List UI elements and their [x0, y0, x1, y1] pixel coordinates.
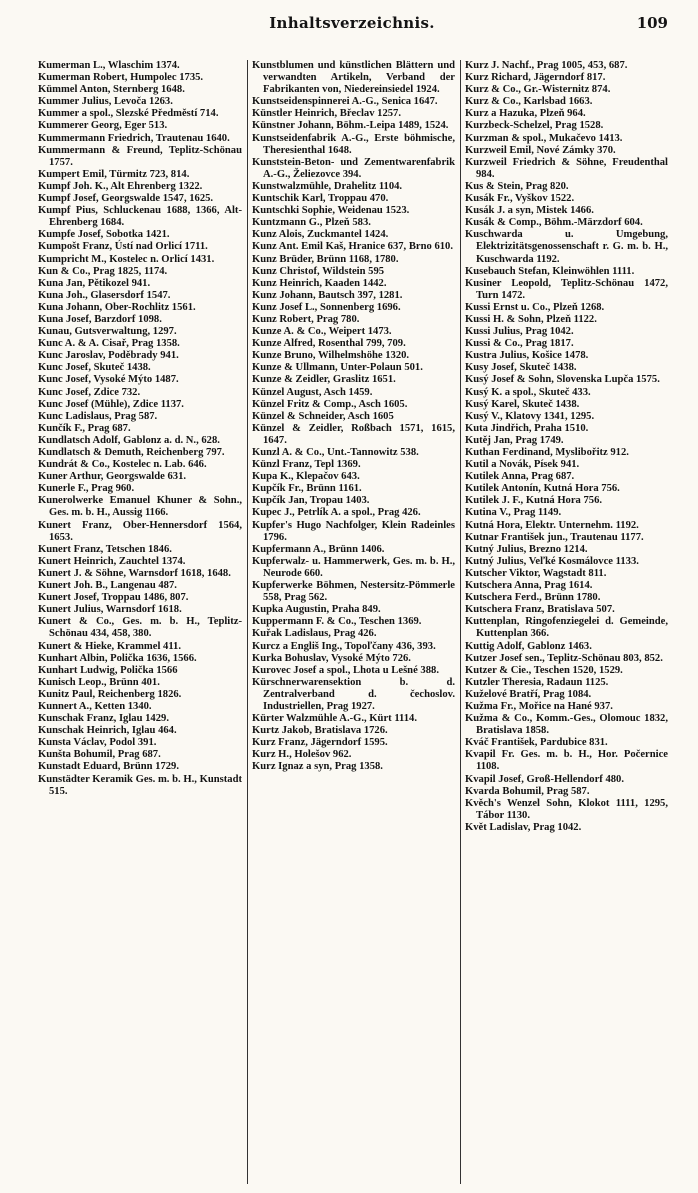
index-entry: Kumpf Joh. K., Alt Ehrenberg 1322.	[38, 180, 203, 192]
index-entry: Kunz Robert, Prag 780.	[252, 313, 360, 325]
index-entry: Künzel & Zeidler, Roßbach 1571, 1615, 1647.	[252, 422, 455, 446]
index-entry: Kupferwerke Böhmen, Nestersitz-Pömmerle 558, Prag 562.	[252, 580, 455, 604]
index-entry: Kummer a spol., Slezské Předměstí 714.	[38, 108, 219, 120]
index-entry: Kurz a Hazuka, Plzeň 964.	[465, 108, 586, 120]
index-entry: Kurtz Jakob, Bratislava 1726.	[252, 725, 388, 737]
index-entry: Kunstseidenspinnerei A.-G., Senica 1647.	[252, 96, 438, 108]
index-entry: Kummer Julius, Levoča 1263.	[38, 96, 173, 108]
index-entry: Kupčík Jan, Tropau 1403.	[252, 495, 370, 507]
index-entry: Kunhart Albin, Polička 1636, 1566.	[38, 652, 197, 664]
index-entry: Künzel & Schneider, Asch 1605	[252, 410, 394, 422]
index-entry: Kuna Josef, Barzdorf 1098.	[38, 313, 162, 325]
index-entry: Kuntschki Sophie, Weidenau 1523.	[252, 205, 410, 217]
index-entry: Kuna Johann, Ober-Rochlitz 1561.	[38, 301, 196, 313]
index-entry: Kusák & Comp., Böhm.-Märzdorf 604.	[465, 217, 643, 229]
index-entry: Kusý Josef & Sohn, Slovenska Lupča 1575.	[465, 374, 660, 386]
index-entry: Kunstseidenfabrik A.-G., Erste böhmische, Theresienthal 1648.	[252, 132, 455, 156]
index-entry: Kussi Julius, Prag 1042.	[465, 326, 574, 338]
index-entry: Kürter Walzmühle A.-G., Kürt 1114.	[252, 713, 417, 725]
index-entry: Kunhart Ludwig, Polička 1566	[38, 664, 178, 676]
index-entry: Kutnar František jun., Trautenau 1177.	[465, 531, 644, 543]
index-entry: Kunze & Ullmann, Unter-Polaun 501.	[252, 362, 423, 374]
index-entry: Kutný Julius, Brezno 1214.	[465, 543, 588, 555]
index-entry: Květ Ladislav, Prag 1042.	[465, 821, 582, 833]
index-entry: Kupa K., Klepačov 643.	[252, 471, 360, 483]
index-entry: Kunze A. & Co., Weipert 1473.	[252, 326, 392, 338]
index-entry: Kuna Joh., Glasersdorf 1547.	[38, 289, 171, 301]
index-entry: Kutný Julius, Veľké Kosmálovce 1133.	[465, 555, 639, 567]
index-entry: Kutina V., Prag 1149.	[465, 507, 562, 519]
index-entry: Kundlatsch Adolf, Gablonz a. d. N., 628.	[38, 434, 220, 446]
index-entry: Kunert Joh. B., Langenau 487.	[38, 580, 177, 592]
index-entry: Kunstblumen und künstlichen Blättern und verwandten Artikeln, Verband der Fabrikanten von, Niedereinsiedel 1924.	[252, 60, 455, 96]
index-entry: Kundlatsch & Demuth, Reichenberg 797.	[38, 447, 225, 458]
index-entry: Künzel Fritz & Comp., Asch 1605.	[252, 398, 408, 410]
index-entry: Kurz Richard, Jägerndorf 817.	[465, 72, 606, 84]
index-entry: Kunststein-Beton- und Zementwarenfabrik A.-G., Želiezovce 394.	[252, 156, 455, 180]
index-entry: Kupka Augustin, Praha 849.	[252, 604, 381, 616]
index-entry: Kusy Josef, Skuteč 1438.	[465, 362, 577, 374]
index-entry: Künstner Johann, Böhm.-Leipa 1489, 1524.	[252, 120, 449, 132]
index-entry: Kupčík Fr., Brünn 1161.	[252, 483, 362, 495]
index-entry: Kunert & Co., Ges. m. b. H., Teplitz-Schönau 434, 458, 380.	[38, 616, 242, 640]
index-entry: Kunz Brüder, Brünn 1168, 1780.	[252, 253, 399, 265]
index-entry: Kunc Josef (Mühle), Zdice 1137.	[38, 398, 184, 410]
index-entry: Künzel August, Asch 1459.	[252, 386, 373, 398]
index-entry: Kummermann Friedrich, Trautenau 1640.	[38, 132, 230, 144]
index-entry: Kusý V., Klatovy 1341, 1295.	[465, 410, 595, 422]
index-entry: Kutschera Ferd., Brünn 1780.	[465, 592, 601, 604]
index-entry: Kutilek Anna, Prag 687.	[465, 471, 575, 483]
index-entry: Kvapil Fr. Ges. m. b. H., Hor. Počernice 1108.	[465, 749, 668, 773]
index-entry: Kunerolwerke Emanuel Khuner & Sohn., Ges. m. b. H., Aussig 1166.	[38, 495, 242, 519]
index-entry: Kunz Christof, Wildstein 595	[252, 265, 385, 277]
index-entry: Kumerman Robert, Humpolec 1735.	[38, 72, 204, 84]
index-entry: Kunz Alois, Zuckmantel 1424.	[252, 229, 389, 241]
index-entry: Kutzler Theresia, Radaun 1125.	[465, 676, 609, 688]
index-entry: Kutzer Josef sen., Teplitz-Schönau 803, 852.	[465, 652, 663, 664]
index-entry: Kunze Alfred, Rosenthal 799, 709.	[252, 338, 406, 350]
index-columns	[34, 60, 672, 1184]
index-entry: Kuželové Bratří, Prag 1084.	[465, 688, 592, 700]
index-entry: Kuner Arthur, Georgswalde 631.	[38, 471, 187, 483]
index-entry: Kunitz Paul, Reichenberg 1826.	[38, 688, 182, 700]
index-entry: Kürschnerwarensektion b. d. Zentralverband d. čechoslov. Industriellen, Prag 1927.	[252, 676, 455, 712]
index-entry: Kupec J., Petrlík A. a spol., Prag 426.	[252, 507, 421, 519]
index-entry: Kunstadt Eduard, Brünn 1729.	[38, 761, 180, 773]
index-entry: Kurz Ignaz a syn, Prag 1358.	[252, 761, 383, 773]
index-entry: Kunerle F., Prag 960.	[38, 483, 135, 495]
index-entry: Kunc Ladislaus, Prag 587.	[38, 410, 158, 422]
index-entry: Kužma Fr., Mořice na Hané 937.	[465, 700, 613, 712]
index-entry: Kunstädter Keramik Ges. m. b. H., Kunstadt 515.	[38, 773, 242, 797]
index-entry: Kurovec Josef a spol., Lhota u Lešné 388.	[252, 664, 439, 676]
index-entry: Kunisch Leop., Brünn 401.	[38, 676, 160, 688]
index-entry: Kvarda Bohumil, Prag 587.	[465, 785, 590, 797]
index-entry: Kunert Julius, Warnsdorf 1618.	[38, 604, 182, 616]
index-entry: Kussi H. & Sohn, Plzeň 1122.	[465, 313, 597, 325]
index-entry: Kváč František, Pardubice 831.	[465, 737, 608, 749]
index-entry: Kutil a Novák, Písek 941.	[465, 459, 580, 471]
index-entry: Kunšta Bohumil, Prag 687.	[38, 749, 161, 761]
index-entry: Kutschera Franz, Bratislava 507.	[465, 604, 615, 616]
index-entry: Kunau, Gutsverwaltung, 1297.	[38, 326, 177, 338]
index-entry: Kurcz a Engliš Ing., Topoľčany 436, 393.	[252, 640, 436, 652]
page-header	[36, 14, 668, 44]
index-entry: Kupfer's Hugo Nachfolger, Klein Radeinles 1796.	[252, 519, 455, 543]
index-entry: Kumpošt Franz, Ústí nad Orlicí 1711.	[38, 241, 208, 253]
index-entry: Kunc A. & A. Cisař, Prag 1358.	[38, 338, 180, 350]
index-entry: Kunz Heinrich, Kaaden 1442.	[252, 277, 387, 289]
index-entry: Kurzman & spol., Mukačevo 1413.	[465, 132, 623, 144]
index-entry: Kuta Jindřich, Praha 1510.	[465, 422, 589, 434]
index-entry: Kupfermann A., Brünn 1406.	[252, 543, 385, 555]
index-entry: Kuthan Ferdinand, Myslibořitz 912.	[465, 447, 629, 458]
index-entry: Kunzl A. & Co., Unt.-Tannowitz 538.	[252, 447, 419, 458]
index-entry: Künzl Franz, Tepl 1369.	[252, 459, 361, 471]
index-entry: Kurz H., Holešov 962.	[252, 749, 352, 761]
index-entry: Kusák Fr., Vyškov 1522.	[465, 193, 575, 205]
index-entry: Kusý Karel, Skuteč 1438.	[465, 398, 580, 410]
index-entry: Kuřak Ladislaus, Prag 426.	[252, 628, 377, 640]
index-entry: Kurz & Co., Gr.-Wisternitz 874.	[465, 84, 611, 96]
index-entry: Kunstwalzmühle, Drahelitz 1104.	[252, 180, 403, 192]
index-entry: Kupferwalz- u. Hammerwerk, Ges. m. b. H., Neurode 660.	[252, 555, 455, 579]
index-entry: Kutschera Anna, Prag 1614.	[465, 580, 593, 592]
index-entry: Künstler Heinrich, Břeclav 1257.	[252, 108, 401, 120]
index-entry: Kunert Franz, Ober-Hennersdorf 1564, 1653.	[38, 519, 242, 543]
index-entry: Kun & Co., Prag 1825, 1174.	[38, 265, 168, 277]
index-entry: Kunz Ant. Emil Kaš, Hranice 637, Brno 610.	[252, 241, 453, 253]
index-entry: Kussi Ernst u. Co., Plzeň 1268.	[465, 301, 605, 313]
index-entry: Kunc Josef, Zdice 732.	[38, 386, 141, 398]
index-entry: Kunc Jaroslav, Poděbrady 941.	[38, 350, 179, 362]
index-entry: Kuntschik Karl, Troppau 470.	[252, 193, 389, 205]
index-entry: Kusiner Leopold, Teplitz-Schönau 1472, Turn 1472.	[465, 277, 668, 301]
index-column-1	[34, 60, 246, 1184]
index-entry: Kutscher Viktor, Wagstadt 811.	[465, 567, 607, 579]
index-entry: Kumpf Josef, Georgswalde 1547, 1625.	[38, 193, 214, 205]
index-entry: Kutilek Antonín, Kutná Hora 756.	[465, 483, 620, 495]
index-entry: Kurka Bohuslav, Vysoké Mýto 726.	[252, 652, 411, 664]
index-entry: Kurz Franz, Jägerndorf 1595.	[252, 737, 388, 749]
index-column-2	[247, 60, 459, 1184]
index-entry: Kus & Stein, Prag 820.	[465, 180, 569, 192]
index-entry: Kurzweil Emil, Nové Zámky 370.	[465, 144, 616, 156]
index-entry: Kvapil Josef, Groß-Hellendorf 480.	[465, 773, 624, 785]
index-entry: Kusebauch Stefan, Kleinwöhlen 1111.	[465, 265, 635, 277]
index-entry: Kvěch's Wenzel Sohn, Klokot 1111, 1295, Tábor 1130.	[465, 797, 668, 821]
page-number: 109	[636, 14, 668, 32]
index-entry: Kuppermann F. & Co., Teschen 1369.	[252, 616, 422, 628]
index-entry: Kumpf Pius, Schluckenau 1688, 1366, Alt-Ehrenberg 1684.	[38, 205, 242, 229]
index-entry: Kunert & Hieke, Krammel 411.	[38, 640, 181, 652]
index-entry: Kuna Jan, Pětikozel 941.	[38, 277, 151, 289]
index-entry: Kunz Josef L., Sonnenberg 1696.	[252, 301, 401, 313]
index-entry: Kuttig Adolf, Gablonz 1463.	[465, 640, 592, 652]
index-entry: Kundrát & Co., Kostelec n. Lab. 646.	[38, 459, 207, 471]
index-entry: Kusý K. a spol., Skuteč 433.	[465, 386, 591, 398]
index-entry: Kutilek J. F., Kutná Hora 756.	[465, 495, 603, 507]
index-entry: Kuttenplan, Ringofenziegelei d. Gemeinde, Kuttenplan 366.	[465, 616, 668, 640]
index-entry: Kunschak Heinrich, Iglau 464.	[38, 725, 177, 737]
index-entry: Kunert Josef, Troppau 1486, 807.	[38, 592, 189, 604]
index-entry: Kurz & Co., Karlsbad 1663.	[465, 96, 593, 108]
index-entry: Kumpert Emil, Türmitz 723, 814.	[38, 168, 190, 180]
index-entry: Kutná Hora, Elektr. Unternehm. 1192.	[465, 519, 639, 531]
index-entry: Kunze Bruno, Wilhelmshöhe 1320.	[252, 350, 410, 362]
index-entry: Kuntzmann G., Plzeň 583.	[252, 217, 371, 229]
index-entry: Kunert Franz, Tetschen 1846.	[38, 543, 172, 555]
index-entry: Kunze & Zeidler, Graslitz 1651.	[252, 374, 396, 386]
index-entry: Kussi & Co., Prag 1817.	[465, 338, 574, 350]
index-entry: Kurzweil Friedrich & Söhne, Freudenthal 984.	[465, 156, 668, 180]
index-entry: Kustra Julius, Košice 1478.	[465, 350, 589, 362]
index-entry: Kunc Josef, Vysoké Mýto 1487.	[38, 374, 179, 386]
index-entry: Kutzer & Cie., Teschen 1520, 1529.	[465, 664, 623, 676]
index-column-3	[460, 60, 672, 1184]
index-entry: Kümmel Anton, Sternberg 1648.	[38, 84, 185, 96]
index-entry: Kumerman L., Wlaschim 1374.	[38, 60, 180, 71]
index-entry: Kummerer Georg, Eger 513.	[38, 120, 168, 132]
index-entry: Kummermann & Freund, Teplitz-Schönau 1757.	[38, 144, 242, 168]
index-entry: Kunert J. & Söhne, Warnsdorf 1618, 1648.	[38, 567, 231, 579]
index-entry: Kunschak Franz, Iglau 1429.	[38, 713, 169, 725]
index-entry: Kunčík F., Prag 687.	[38, 422, 131, 434]
index-entry: Kurz J. Nachf., Prag 1005, 453, 687.	[465, 60, 628, 71]
index-entry: Kuschwarda u. Umgebung, Elektrizitätsgenossenschaft r. G. m. b. H., Kuschwarda 1192.	[465, 229, 668, 265]
index-entry: Kunert Heinrich, Zauchtel 1374.	[38, 555, 186, 567]
index-entry: Kunc Josef, Skuteč 1438.	[38, 362, 151, 374]
index-entry: Kunz Johann, Bautsch 397, 1281.	[252, 289, 403, 301]
index-entry: Kusák J. a syn, Mistek 1466.	[465, 205, 594, 217]
index-entry: Kurzbeck-Schelzel, Prag 1528.	[465, 120, 604, 132]
page-title: Inhaltsverzeichnis.	[269, 14, 435, 32]
index-entry: Kutěj Jan, Prag 1749.	[465, 434, 564, 446]
index-entry: Kumpricht M., Kostelec n. Orlicí 1431.	[38, 253, 215, 265]
index-entry: Kunnert A., Ketten 1340.	[38, 700, 152, 712]
index-entry: Kunsta Václav, Podol 391.	[38, 737, 157, 749]
index-entry: Kumpfe Josef, Sobotka 1421.	[38, 229, 170, 241]
index-entry: Kužma & Co., Komm.-Ges., Olomouc 1832, Bratislava 1858.	[465, 713, 668, 737]
